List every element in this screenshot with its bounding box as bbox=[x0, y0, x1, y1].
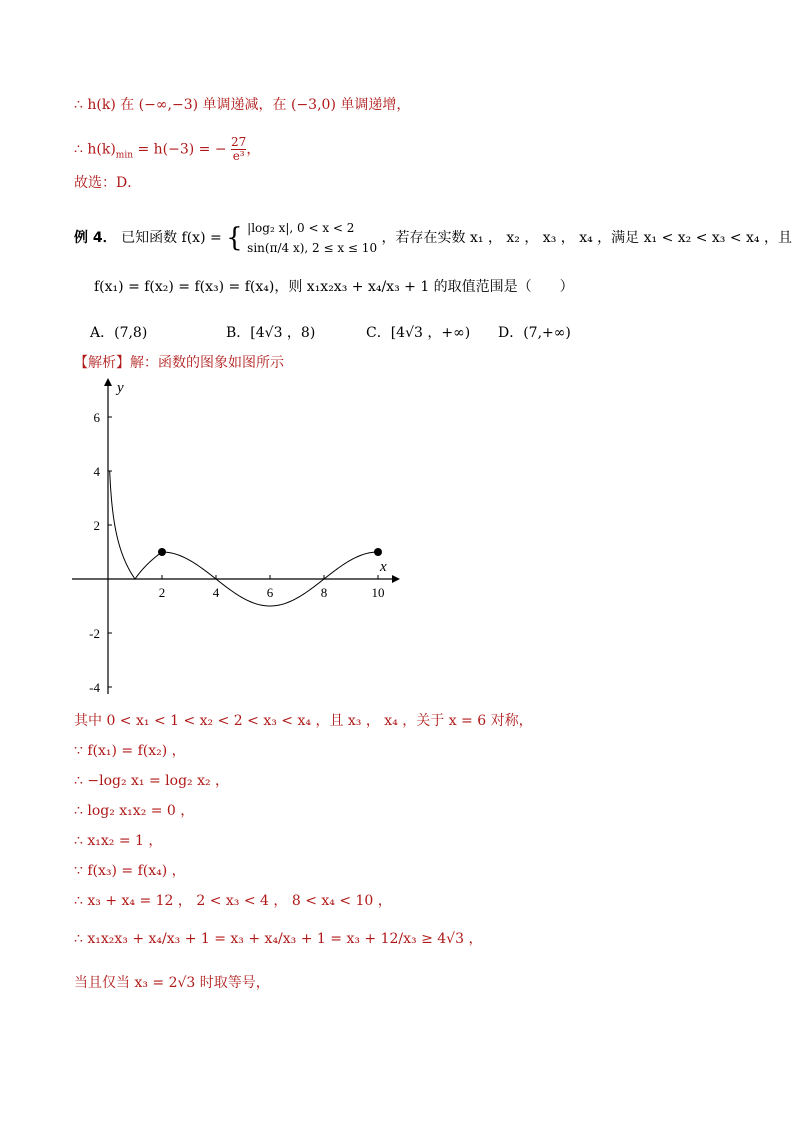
l2-num: 27 bbox=[231, 135, 247, 149]
endpoint-dots bbox=[158, 548, 382, 556]
y-tick-label: 2 bbox=[93, 518, 100, 533]
l2-fraction bbox=[231, 136, 246, 163]
analysis-tag: 【解析】 bbox=[74, 355, 130, 371]
l2-den: e³ bbox=[232, 149, 245, 163]
function-graph bbox=[60, 372, 410, 702]
y-tick-label: -2 bbox=[89, 626, 100, 641]
piece-1: |log₂ x|, 0 < x < 2 bbox=[247, 221, 355, 235]
l2-prefix: ∴ h(k) bbox=[74, 141, 116, 158]
option-c: C．[4√3 ，+∞) bbox=[366, 325, 471, 341]
solution-line-8: ∴ x₁x₂x₃ + x₄/x₃ + 1 = x₃ + x₄/x₃ + 1 = x₃ + 12/x₃ ≥ 4√3 ， bbox=[74, 931, 483, 947]
l2-end: ， bbox=[246, 141, 261, 158]
axis-ticks bbox=[89, 410, 384, 695]
solution-line-4: ∴ log₂ x₁x₂ = 0 ， bbox=[74, 803, 195, 819]
example-4-label: 例 4． bbox=[74, 230, 117, 246]
line-1: ∴ h(k) 在 (−∞,−3) 单调递减，在 (−3,0) 单调递增， bbox=[74, 97, 411, 113]
piece-2: sin(π/4 x), 2 ≤ x ≤ 10 bbox=[247, 241, 378, 255]
l2-mid: = h(−3) = − bbox=[133, 141, 227, 158]
x-tick-label: 2 bbox=[158, 585, 166, 600]
x-tick-label: 8 bbox=[320, 585, 328, 600]
solution-line-5: ∴ x₁x₂ = 1 ， bbox=[74, 833, 163, 849]
example-4 bbox=[74, 218, 792, 258]
x-tick-label: 10 bbox=[371, 585, 385, 600]
endpoint-dot bbox=[374, 548, 382, 556]
log-curve bbox=[110, 471, 162, 579]
line-3: 故选：D． bbox=[74, 175, 142, 191]
x-axis-arrow bbox=[392, 575, 400, 583]
y-tick-label: 4 bbox=[93, 464, 100, 479]
option-d: D．(7,+∞) bbox=[498, 325, 571, 341]
solution-line-7: ∴ x₃ + x₄ = 12 ， 2 < x₃ < 4 ， 8 < x₄ < 10 ， bbox=[74, 893, 392, 909]
option-b: B．[4√3 ，8) bbox=[226, 325, 316, 341]
x-tick-label: 6 bbox=[266, 585, 274, 600]
y-axis-label: y bbox=[117, 380, 124, 396]
endpoint-dot bbox=[158, 548, 166, 556]
option-a: A．(7,8) bbox=[90, 325, 148, 341]
example-4-rest: ，若存在实数 x₁ ， x₂ ， x₃ ， x₄ ，满足 x₁ < x₂ < x₃ < x₄ ，且 bbox=[381, 230, 792, 246]
y-tick-label: 6 bbox=[93, 410, 100, 425]
solution-line-6: ∵ f(x₃) = f(x₄) ， bbox=[74, 863, 186, 879]
line-2 bbox=[74, 136, 260, 164]
y-axis-arrow bbox=[104, 378, 112, 386]
analysis-text: 解：函数的图象如图所示 bbox=[130, 355, 284, 371]
l2-sub: min bbox=[115, 150, 133, 161]
solution-line-3: ∴ −log₂ x₁ = log₂ x₂ ， bbox=[74, 773, 230, 789]
brace: { bbox=[226, 223, 243, 253]
y-tick-label: -4 bbox=[89, 680, 100, 695]
x-tick-label: 4 bbox=[212, 585, 220, 600]
solution-line-2: ∵ f(x₁) = f(x₂) ， bbox=[74, 743, 186, 759]
example-4-intro: 已知函数 f(x) = bbox=[121, 230, 222, 246]
example-4-line-2: f(x₁) = f(x₂) = f(x₃) = f(x₄)，则 x₁x₂x₃ + x₄/x₃ + 1 的取值范围是（ ） bbox=[94, 279, 574, 295]
piecewise-definition bbox=[247, 218, 377, 258]
solution-line-1: 其中 0 < x₁ < 1 < x₂ < 2 < x₃ < x₄ ，且 x₃ ， x₄ ，关于 x = 6 对称， bbox=[74, 713, 533, 729]
x-axis-label: x bbox=[380, 559, 387, 575]
solution-line-9: 当且仅当 x₃ = 2√3 时取等号， bbox=[74, 975, 270, 991]
analysis-heading bbox=[74, 354, 284, 372]
